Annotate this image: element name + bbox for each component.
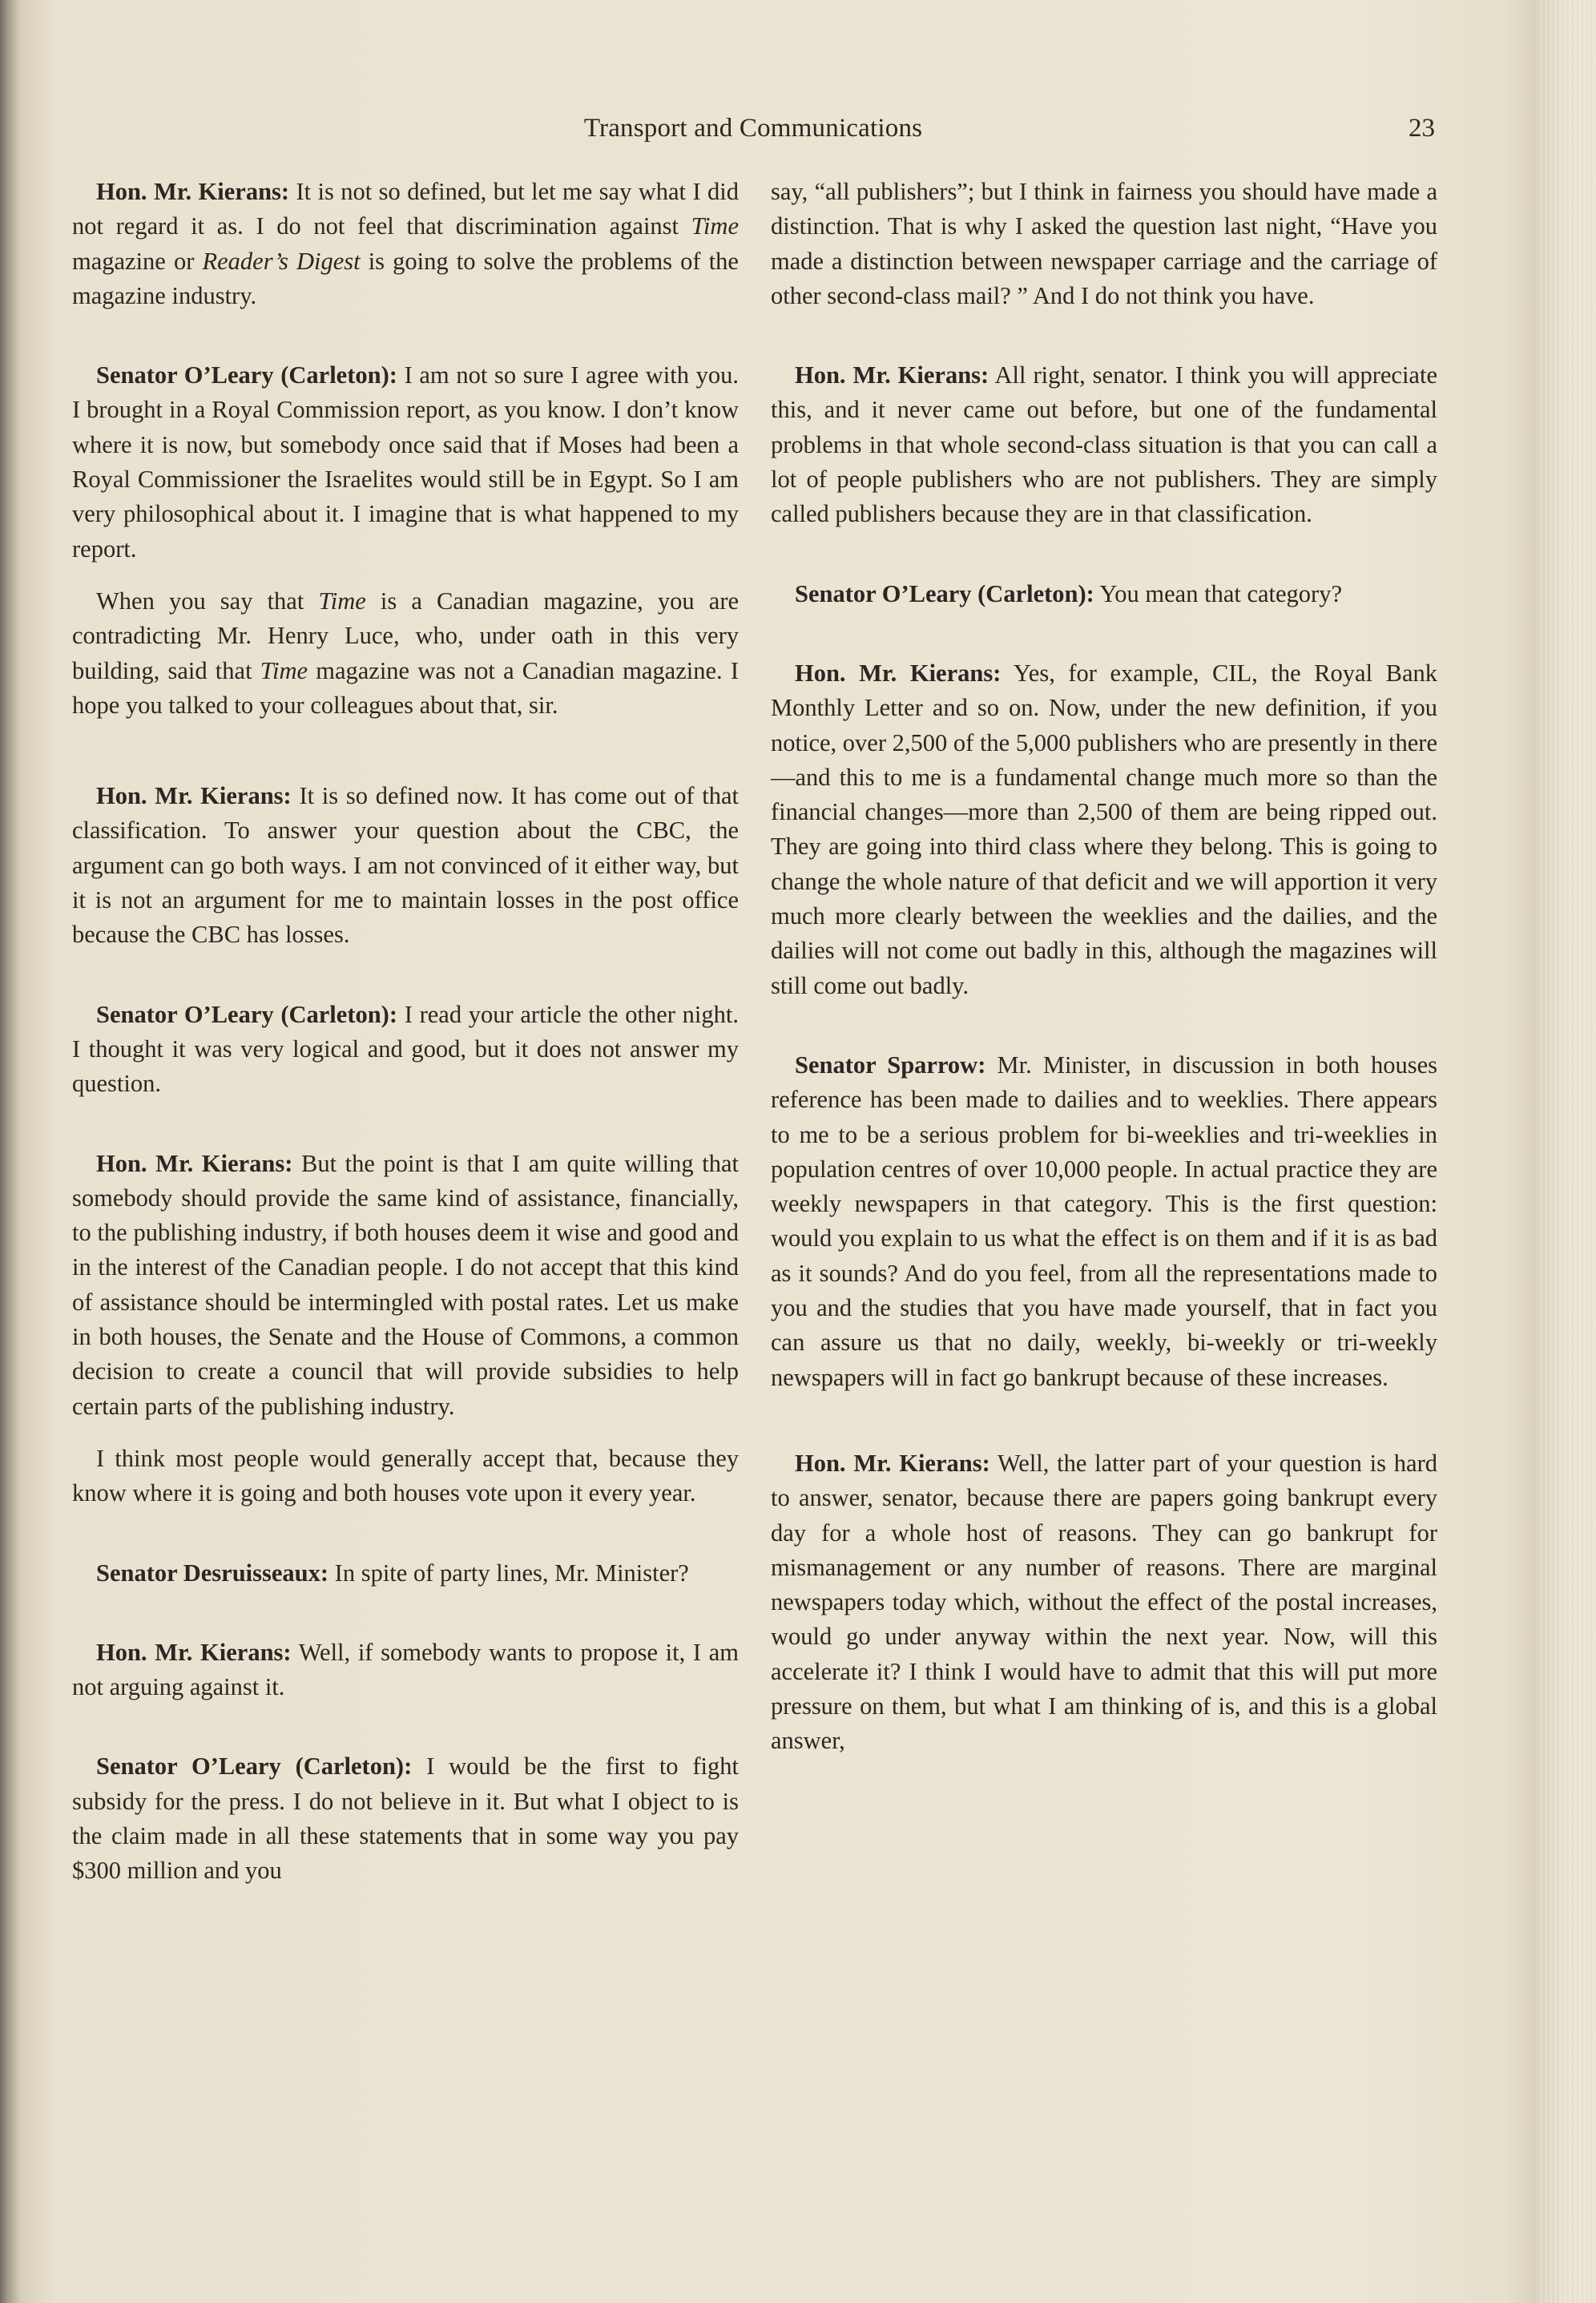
paragraph-text: Yes, for example, CIL, the Royal Bank Monthly Letter and so on. Now, under the new definition, if you notice, over 2,500 of the 5,000 publishers who are presently in there—and this to me is a fundamental change much more so than the financial changes—more than 2,500 of them are being ripped out. They are going into third class where they belong. This is going to change the whole nature of that deficit and we will apportion it very much more clearly between the weeklies and the dailies, and the dailies will not come out badly in this, although the magazines will still come out badly. [771,659,1437,999]
speaker-label: Senator O’Leary (Carleton): [96,1000,397,1028]
paragraph-l7 [72,1556,739,1591]
paragraph-r4 [771,1048,1437,1395]
page-edge [1537,0,1596,2303]
paragraph-l4 [72,998,739,1102]
speaker-label: Senator O’Leary (Carleton): [795,579,1094,607]
paragraph-text-italic: Time [260,656,308,684]
paragraph-text: In spite of party lines, Mr. Minister? [328,1559,689,1587]
paragraph-text: Well, if somebody wants to propose it, I am not arguing against it. [72,1638,739,1701]
speaker-label: Hon. Mr. Kierans: [96,178,290,205]
paragraph-text: is going to solve the problems of the magazine industry. [72,247,739,309]
speaker-label: Hon. Mr. Kierans: [795,659,1002,687]
paragraph-r0 [771,175,1437,313]
right-column [771,175,1437,1759]
paragraph-l6 [72,1442,739,1511]
speaker-label: Senator Sparrow: [795,1051,986,1079]
paragraph-r3 [771,656,1437,1003]
paragraph-text: Mr. Minister, in discussion in both houses reference has been made to dailies and to weeklies. There appears to me to be a serious problem for bi-weeklies and tri-weeklies in population centres of over 10,000 people. In actual practice they are weekly newspapers in that category. This is the first question: would you explain to us what the effect is on them and if it is as bad as it sounds? And do you feel, from all the representations made to you and the studies that you have made yourself, that in fact you can assure us that no daily, weekly, bi-weekly or tri-weekly newspapers will in fact go bankrupt because of these increases. [771,1051,1437,1391]
paragraph-text: All right, senator. I think you will appreciate this, and it never came out before, but one of the fundamental problems in that whole second-class situation is that you can call a lot of people publishers who are not publishers. They are simply called publishers because they are in that classification. [771,361,1437,528]
paragraph-text-italic: Time [318,587,366,615]
speaker-label: Hon. Mr. Kierans: [795,361,989,389]
paragraph-text: I think most people would generally accept that, because they know where it is going and both houses vote upon it every year. [72,1444,739,1507]
paragraph-text: I read your article the other night. I thought it was very logical and good, but it does not answer my question. [72,1000,739,1098]
paragraph-text-italic: Reader’s Digest [202,247,361,275]
paragraph-r5 [771,1446,1437,1759]
paragraph-text: I would be the first to fight subsidy for the press. I do not believe in it. But what I object to is the claim made in all these statements that in some way you pay $300 million and you [72,1752,739,1885]
paragraph-l9 [72,1749,739,1888]
paragraph-l8 [72,1635,739,1705]
speaker-label: Hon. Mr. Kierans: [795,1449,990,1477]
paragraph-l5 [72,1147,739,1424]
paragraph-text-italic: Time [691,212,739,240]
paragraph-text: When you say that [96,587,319,615]
paragraph-l1 [72,358,739,567]
paragraph-text: magazine was not a Canadian magazine. I hope you talked to your colleagues about that, sir. [72,656,739,719]
page-number: 23 [1409,114,1435,143]
paragraph-l0 [72,175,739,313]
paragraph-l2 [72,584,739,723]
speaker-label: Hon. Mr. Kierans: [96,1149,293,1177]
running-header-title: Transport and Communications [583,114,923,143]
paragraph-text: I am not so sure I agree with you. I brought in a Royal Commission report, as you know. I don’t know where it is now, but somebody once said that if Moses had been a Royal Commissioner the Israelites would still be in Egypt. So I am very philosophical about it. I imagine that is what happened to my report. [72,361,739,563]
left-column [72,175,739,1889]
speaker-label: Hon. Mr. Kierans: [96,1638,292,1666]
paragraph-text: It is not so defined, but let me say what I did not regard it as. I do not feel that discrimination against [72,178,739,240]
paragraph-text: magazine or [72,247,203,275]
speaker-label: Senator Desruisseaux: [96,1559,329,1587]
paragraph-text: You mean that category? [1094,579,1342,607]
paragraph-r2 [771,577,1437,611]
paragraph-text: say, “all publishers”; but I think in fairness you should have made a distinction. That is why I asked the question last night, “Have you made a distinction between newspaper carriage and the carriage of other second-class mail? ” And I do not think you have. [771,178,1437,309]
paragraph-text: It is so defined now. It has come out of that classification. To answer your question about the CBC, the argument can go both ways. I am not convinced of it either way, but it is not an argument for me to maintain losses in the post office because the CBC has losses. [72,782,739,949]
paragraph-r1 [771,358,1437,531]
paragraph-l3 [72,779,739,952]
paragraph-text: is a Canadian magazine, you are contradicting Mr. Henry Luce, who, under oath in this very building, said that [72,587,740,684]
speaker-label: Hon. Mr. Kierans: [96,782,292,810]
speaker-label: Senator O’Leary (Carleton): [96,1752,413,1781]
speaker-label: Senator O’Leary (Carleton): [96,361,397,389]
paragraph-text: Well, the latter part of your question is hard to answer, senator, because there are papers going bankrupt every day for a whole host of reasons. They can go bankrupt for mismanagement or any number of reasons. There are marginal newspapers today which, without the effect of the postal increases, would go under anyway within the next year. Now, will this accelerate it? I think I would have to admit that this will put more pressure on them, but what I am thinking of is, and this is a global answer, [771,1449,1437,1755]
paragraph-text: But the point is that I am quite willing that somebody should provide the same kind of assistance, financially, to the publishing industry, if both houses deem it wise and good and in the interest of the Canadian people. I do not accept that this kind of assistance should be intermingled with postal rates. Let us make in both houses, the Senate and the House of Commons, a common decision to create a council that will provide subsidies to help certain parts of the publishing industry. [72,1149,739,1420]
